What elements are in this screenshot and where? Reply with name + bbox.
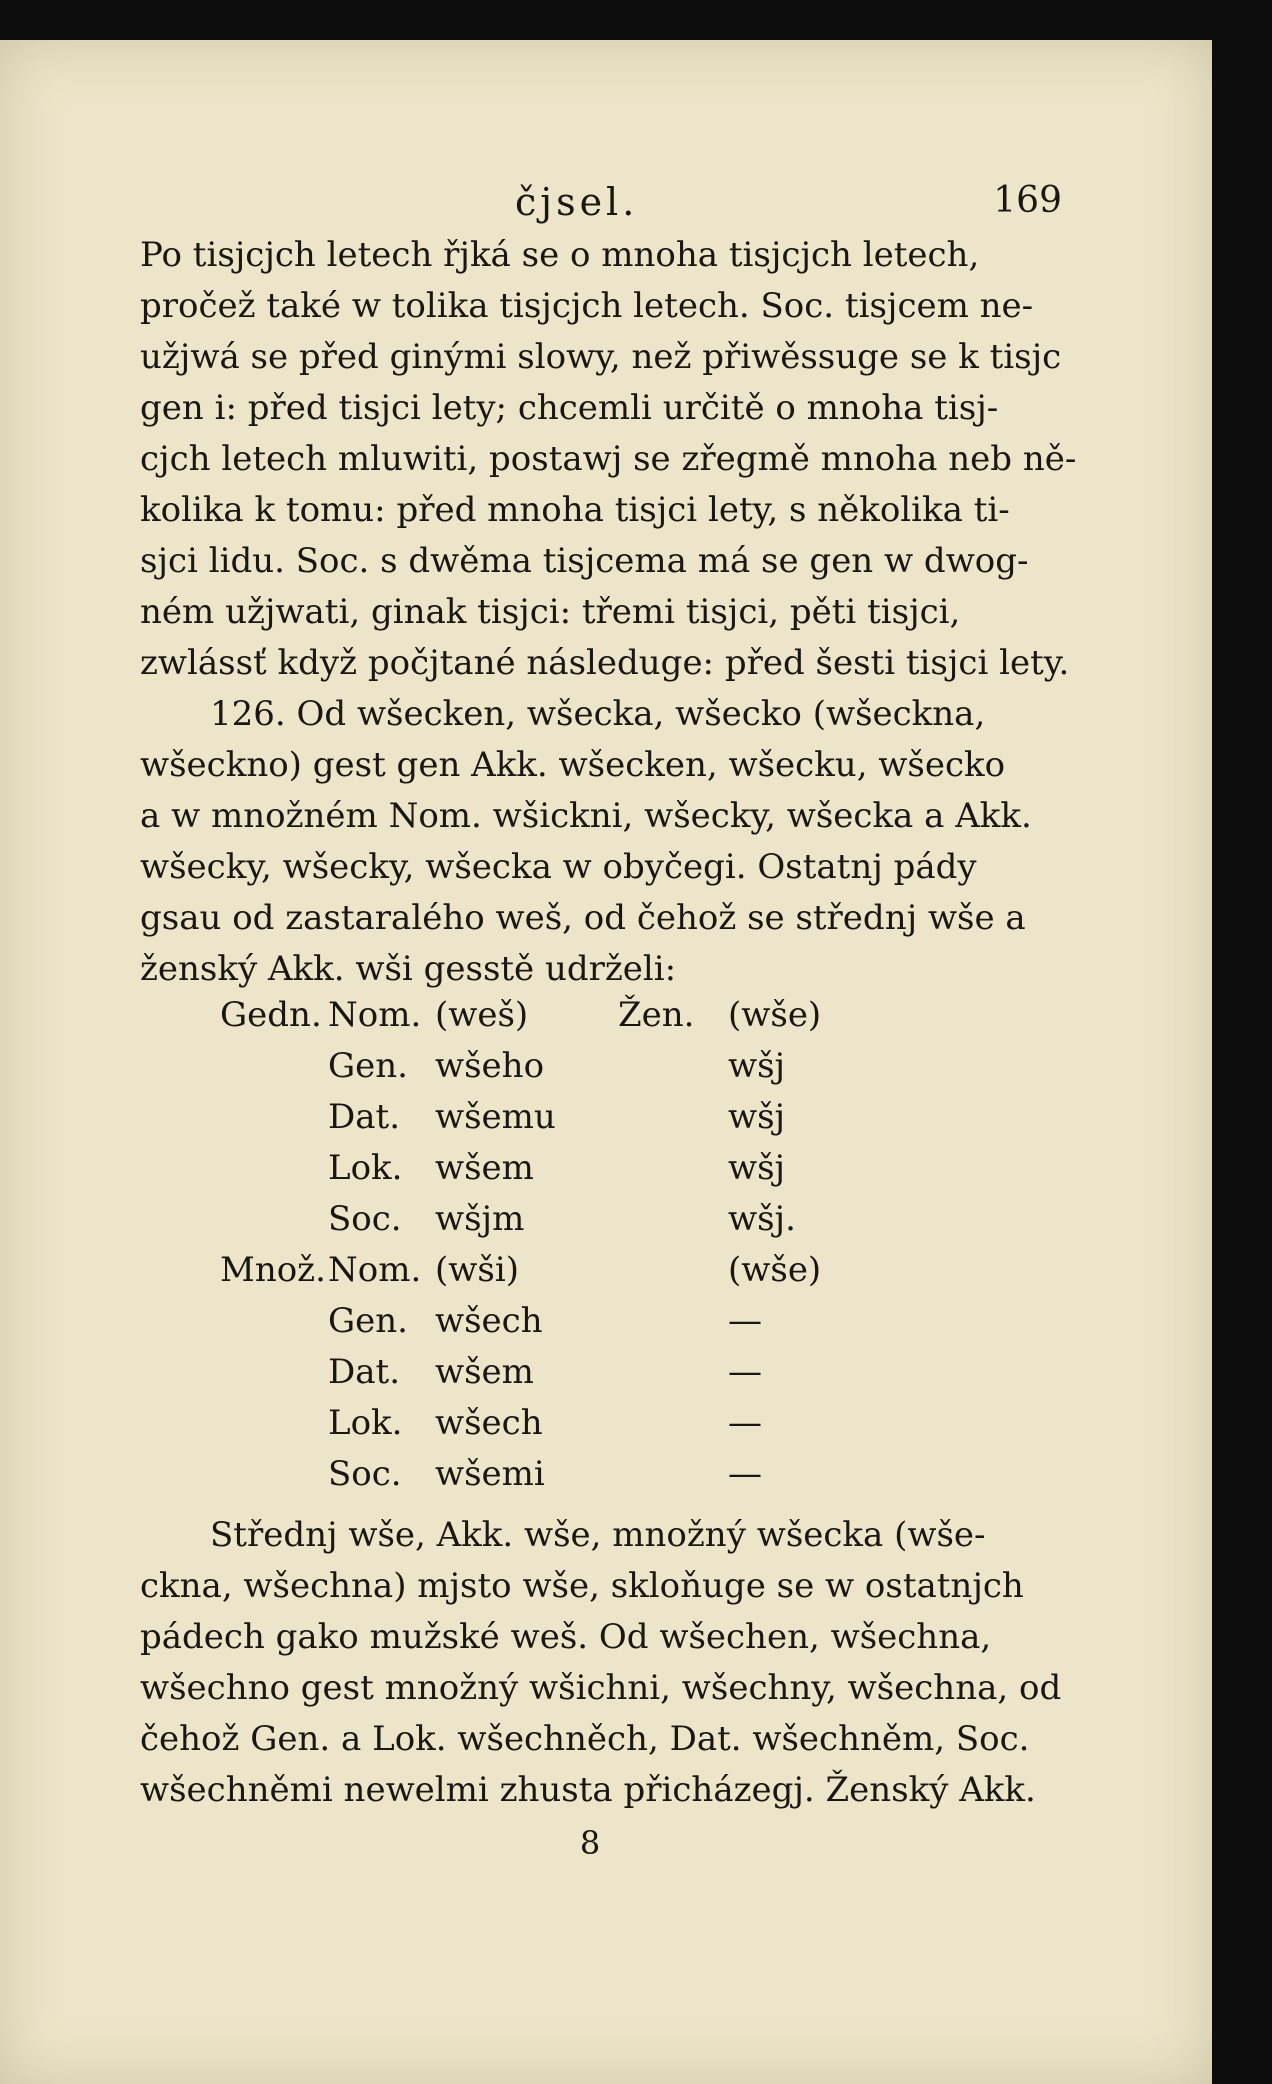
masculine-form: wšeho (435, 1046, 545, 1086)
text-line: wšecky, wšecky, wšecka w obyčegi. Ostatnj pády (140, 847, 977, 887)
feminine-form: wšj (728, 1046, 786, 1086)
declension-row (140, 1148, 1040, 1199)
declension-row (140, 1199, 1040, 1250)
declension-row (140, 1301, 1040, 1352)
feminine-form: (wše) (728, 1250, 822, 1290)
text-line: Střednj wše, Akk. wše, množný wšecka (wše- (210, 1515, 986, 1555)
page-content (140, 150, 1077, 1862)
signature-mark: 8 (579, 1824, 601, 1862)
text-line: a w množném Nom. wšickni, wšecky, wšecka a Akk. (140, 796, 1032, 836)
text-line: sjci lidu. Soc. s dwěma tisjcema má se gen w dwog- (140, 541, 1029, 581)
case-label: Soc. (328, 1199, 402, 1239)
declension-row (140, 995, 1040, 1046)
text-line: ženský Akk. wši gesstě udrželi: (140, 949, 677, 989)
text-line: kolika k tomu: před mnoha tisjci lety, s několika ti- (140, 490, 1010, 530)
masculine-form: (wši) (435, 1250, 519, 1290)
case-label: Dat. (328, 1097, 401, 1137)
case-label: Gen. (328, 1046, 408, 1086)
running-head: čjsel. (515, 180, 639, 224)
feminine-form: (wše) (728, 995, 822, 1035)
feminine-form: — (728, 1403, 762, 1443)
declension-row (140, 1403, 1040, 1454)
declension-row (140, 1046, 1040, 1097)
case-label: Nom. (328, 995, 422, 1035)
case-label: Soc. (328, 1454, 402, 1494)
text-line: wšechněmi newelmi zhusta přicházegj. Ženský Akk. (140, 1770, 1036, 1810)
gender-label: Žen. (618, 995, 695, 1035)
feminine-form: — (728, 1352, 762, 1392)
masculine-form: wšemi (435, 1454, 545, 1494)
paragraph-3 (140, 1510, 1062, 1816)
masculine-form: wšech (435, 1301, 543, 1341)
declension-row (140, 1250, 1040, 1301)
feminine-form: wšj. (728, 1199, 796, 1239)
declension-table (140, 995, 1040, 1510)
case-label: Gen. (328, 1301, 408, 1341)
masculine-form: (weš) (435, 995, 529, 1035)
page-number: 169 (993, 180, 1062, 221)
text-line: wšechno gest množný wšichni, wšechny, wšechna, od (140, 1668, 1062, 1708)
text-line: ném užjwati, ginak tisjci: třemi tisjci, pěti tisjci, (140, 592, 961, 632)
paragraph-2 (140, 689, 1040, 995)
masculine-form: wšem (435, 1148, 534, 1188)
text-line: gen i: před tisjci lety; chcemli určitě o mnoha tisj- (140, 388, 999, 428)
declension-row (140, 1097, 1040, 1148)
feminine-form: — (728, 1454, 762, 1494)
declension-row (140, 1454, 1040, 1505)
text-line: Po tisjcjch letech řjká se o mnoha tisjcjch letech, (140, 235, 980, 275)
case-label: Dat. (328, 1352, 401, 1392)
masculine-form: wšem (435, 1352, 534, 1392)
case-label: Lok. (328, 1403, 403, 1443)
text-line: 126. Od wšecken, wšecka, wšecko (wšeckna, (210, 694, 986, 734)
text-line: ckna, wšechna) mjsto wše, skloňuge se w ostatnjch (140, 1566, 1024, 1606)
number-label: Gedn. (220, 995, 322, 1035)
masculine-form: wšjm (435, 1199, 525, 1239)
text-line: gsau od zastaralého weš, od čehož se střednj wše a (140, 898, 1026, 938)
text-line: cjch letech mluwiti, postawj se zřegmě mnoha neb ně- (140, 439, 1077, 479)
feminine-form: — (728, 1301, 762, 1341)
text-line: pročež také w tolika tisjcjch letech. Soc. tisjcem ne- (140, 286, 1034, 326)
paragraph-1 (140, 230, 1077, 689)
feminine-form: wšj (728, 1148, 786, 1188)
page-header (140, 150, 1062, 230)
masculine-form: wšech (435, 1403, 543, 1443)
case-label: Lok. (328, 1148, 403, 1188)
text-line: wšeckno) gest gen Akk. wšecken, wšecku, wšecko (140, 745, 1006, 785)
declension-row (140, 1352, 1040, 1403)
text-line: užjwá se před ginými slowy, než přiwěssuge se k tisjc (140, 337, 1062, 377)
text-line: pádech gako mužské weš. Od wšechen, wšechna, (140, 1617, 992, 1657)
text-line: čehož Gen. a Lok. wšechněch, Dat. wšechněm, Soc. (140, 1719, 1030, 1759)
feminine-form: wšj (728, 1097, 786, 1137)
masculine-form: wšemu (435, 1097, 556, 1137)
text-line: zwlássť když počjtané následuge: před šesti tisjci lety. (140, 643, 1070, 683)
case-label: Nom. (328, 1250, 422, 1290)
number-label: Množ. (220, 1250, 326, 1290)
